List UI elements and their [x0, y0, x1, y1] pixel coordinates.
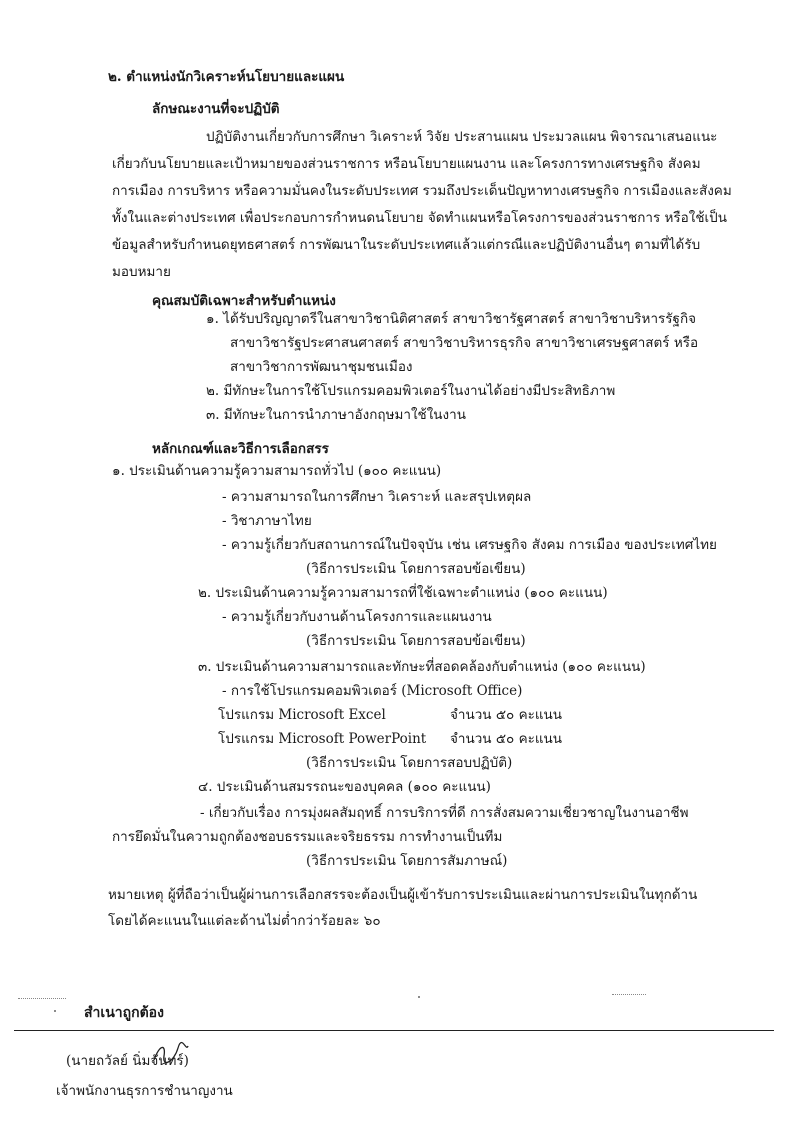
signer-name: (นายถวัลย์ นิ่มจันทร์): [66, 1053, 189, 1069]
qualification-item: ๑. ได้รับปริญญาตรีในสาขาวิชานิติศาสตร์ สาขาวิชารัฐศาสตร์ สาขาวิชาบริหารรัฐกิจ: [206, 311, 697, 327]
criteria-2-method: (วิธีการประเมิน โดยการสอบข้อเขียน): [306, 633, 526, 649]
powerpoint-score: จำนวน ๕๐ คะแนน: [450, 731, 563, 747]
scan-artifact: [612, 994, 646, 996]
qualification-item: ๒. มีทักษะในการใช้โปรแกรมคอมพิวเตอร์ในงานได้อย่างมีประสิทธิภาพ: [206, 383, 616, 399]
scan-artifact: [54, 1010, 56, 1012]
duties-line: เกี่ยวกับนโยบายและเป้าหมายของส่วนราชการ หรือนโยบายแผนงาน และโครงการทางเศรษฐกิจ สังคม: [112, 156, 701, 172]
excel-program: โปรแกรม Microsoft Excel: [218, 707, 386, 723]
excel-score: จำนวน ๕๐ คะแนน: [450, 707, 563, 723]
duties-title: ลักษณะงานที่จะปฏิบัติ: [152, 101, 280, 117]
criteria-3-method: (วิธีการประเมิน โดยการสอบปฏิบัติ): [306, 755, 513, 771]
note-line: โดยได้คะแนนในแต่ละด้านไม่ต่ำกว่าร้อยละ ๖๐: [108, 913, 381, 929]
note-line: หมายเหตุ ผู้ที่ถือว่าเป็นผู้ผ่านการเลือกสรรจะต้องเป็นผู้เข้ารับการประเมินและผ่านการประเมินในทุกด้าน: [108, 887, 698, 903]
duties-line: ข้อมูลสำหรับกำหนดยุทธศาสตร์ การพัฒนาในระดับประเทศแล้วแต่กรณีและปฏิบัติงานอื่นๆ ตามที่ได้รับ: [112, 237, 701, 253]
criteria-4-head: ๔. ประเมินด้านสมรรถนะของบุคคล (๑๐๐ คะแนน): [198, 779, 491, 795]
certified-copy: สำเนาถูกต้อง: [84, 1005, 164, 1021]
duties-line: มอบหมาย: [112, 264, 171, 280]
criteria-4-line: - เกี่ยวกับเรื่อง การมุ่งผลสัมฤทธิ์ การบริการที่ดี การสั่งสมความเชี่ยวชาญในงานอาชีพ: [200, 805, 689, 821]
qualifications-title: คุณสมบัติเฉพาะสำหรับตำแหน่ง: [152, 293, 336, 309]
qualification-item: สาขาวิชารัฐประศาสนศาสตร์ สาขาวิชาบริหารธุรกิจ สาขาวิชาเศรษฐศาสตร์ หรือ: [230, 335, 699, 351]
criteria-2-head: ๒. ประเมินด้านความรู้ความสามารถที่ใช้เฉพาะตำแหน่ง (๑๐๐ คะแนน): [198, 585, 608, 601]
criteria-2-item: - ความรู้เกี่ยวกับงานด้านโครงการและแผนงาน: [222, 609, 492, 625]
powerpoint-program: โปรแกรม Microsoft PowerPoint: [218, 731, 427, 747]
criteria-3-head: ๓. ประเมินด้านความสามารถและทักษะที่สอดคล้องกับตำแหน่ง (๑๐๐ คะแนน): [198, 659, 646, 675]
duties-line: การเมือง การบริหาร หรือความมั่นคงในระดับประเทศ รวมถึงประเด็นปัญหาทางเศรษฐกิจ การเมืองและสังคม: [112, 183, 732, 199]
signer-position: เจ้าพนักงานธุรการชำนาญงาน: [56, 1083, 233, 1099]
scan-artifact: [18, 998, 66, 1000]
section-heading: ๒. ตำแหน่งนักวิเคราะห์นโยบายและแผน: [108, 69, 345, 85]
criteria-1-item: - วิชาภาษาไทย: [222, 513, 312, 529]
criteria-4-method: (วิธีการประเมิน โดยการสัมภาษณ์): [306, 853, 508, 869]
criteria-1-item: - ความสามารถในการศึกษา วิเคราะห์ และสรุปเหตุผล: [222, 489, 532, 505]
criteria-3-item: - การใช้โปรแกรมคอมพิวเตอร์ (Microsoft Office): [222, 683, 523, 699]
qualification-item: ๓. มีทักษะในการนำภาษาอังกฤษมาใช้ในงาน: [206, 407, 466, 423]
criteria-4-line: การยึดมั่นในความถูกต้องชอบธรรมและจริยธรรม การทำงานเป็นทีม: [112, 829, 503, 845]
criteria-title: หลักเกณฑ์และวิธีการเลือกสรร: [152, 441, 329, 457]
scan-artifact: [418, 996, 420, 998]
duties-line: ทั้งในและต่างประเทศ เพื่อประกอบการกำหนดนโยบาย จัดทำแผนหรือโครงการของส่วนราชการ หรือใช้เป็น: [112, 210, 727, 226]
criteria-1-method: (วิธีการประเมิน โดยการสอบข้อเขียน): [306, 561, 526, 577]
qualification-item: สาขาวิชาการพัฒนาชุมชนเมือง: [230, 359, 413, 375]
criteria-1-head: ๑. ประเมินด้านความรู้ความสามารถทั่วไป (๑๐๐ คะแนน): [112, 463, 442, 479]
signature-line: [14, 1030, 774, 1031]
criteria-1-item: - ความรู้เกี่ยวกับสถานการณ์ในปัจจุบัน เช่น เศรษฐกิจ สังคม การเมือง ของประเทศไทย: [222, 537, 717, 553]
duties-line: ปฏิบัติงานเกี่ยวกับการศึกษา วิเคราะห์ วิจัย ประสานแผน ประมวลแผน พิจารณาเสนอแนะ: [206, 129, 718, 145]
